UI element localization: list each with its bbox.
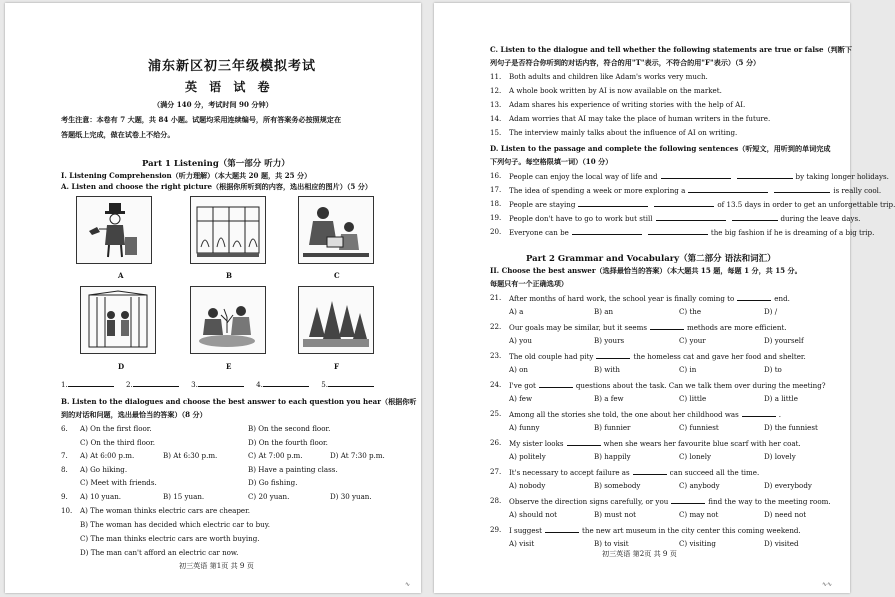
fill-blank[interactable] (661, 171, 731, 179)
score-line: （满分 140 分，考试时间 90 分钟） (153, 100, 273, 109)
fill-text-b: is really cool. (833, 186, 882, 195)
mc-option[interactable]: C) lonely (679, 452, 712, 461)
q6-option-c[interactable]: C) On the third floor. (80, 438, 155, 447)
q8-num: 8. (61, 465, 68, 474)
mc-num: 21. (490, 293, 502, 302)
answer-4-num: 4. (256, 380, 263, 389)
fill-text-b: during the leave days. (780, 214, 861, 223)
mc-option[interactable]: D) lovely (764, 452, 796, 461)
fill-text-a: People are staying (509, 200, 576, 209)
planting-children-icon (190, 286, 266, 354)
mc-stem-b: when she wears her favourite blue scarf with her coat. (603, 439, 801, 448)
section-2-heading-2: 每题只有一个正确选项） (490, 279, 569, 288)
mc-stem-a: It's necessary to accept failure as (509, 468, 630, 477)
q9-num: 9. (61, 492, 68, 501)
mc-blank[interactable] (671, 496, 705, 504)
fill-blank[interactable] (688, 185, 768, 193)
fill-text-a: Everyone can be (509, 228, 569, 237)
section-d-heading-2: 下列句子。每空格限填一词）（10 分） (490, 157, 613, 166)
mc-stem (509, 351, 806, 361)
mc-blank[interactable] (545, 525, 579, 533)
mc-blank[interactable] (737, 293, 771, 301)
mc-option[interactable]: C) in (679, 365, 697, 374)
fill-sentence (509, 213, 860, 223)
q6-option-d[interactable]: D) On the fourth floor. (248, 438, 328, 447)
mc-stem-a: Our goals may be similar, but it seems (509, 323, 647, 332)
gate-people-icon (80, 286, 156, 354)
q9-option-d[interactable]: D) 30 yuan. (330, 492, 372, 501)
tf-num: 14. (490, 114, 502, 123)
q8-option-a[interactable]: A) Go hiking. (80, 465, 128, 474)
fill-num: 17. (490, 185, 502, 194)
q7-option-d[interactable]: D) At 7:30 p.m. (330, 451, 385, 460)
answer-3-num: 3. (191, 380, 198, 389)
mc-stem-a: I've got (509, 381, 536, 390)
mc-option[interactable]: C) may not (679, 510, 719, 519)
picture-label-d: D (118, 362, 125, 371)
mc-stem (509, 525, 801, 535)
answer-5-num: 5. (321, 380, 328, 389)
mc-option[interactable]: A) nobody (509, 481, 546, 490)
q6-num: 6. (61, 424, 68, 433)
mc-stem (509, 438, 801, 448)
fill-blank[interactable] (578, 199, 648, 207)
mc-option[interactable]: A) politely (509, 452, 546, 461)
fill-num: 19. (490, 213, 502, 222)
picture-label-b: B (226, 271, 232, 280)
answer-3-blank[interactable] (198, 379, 244, 387)
fill-blank[interactable] (737, 171, 793, 179)
fill-blank[interactable] (572, 227, 642, 235)
mc-blank[interactable] (539, 380, 573, 388)
tf-statement: Adam shares his experience of writing stories with the help of AI. (509, 100, 746, 109)
q7-option-a[interactable]: A) At 6:00 p.m. (80, 451, 135, 460)
mc-stem-a: Observe the direction signs carefully, or you (509, 497, 669, 506)
mc-option[interactable]: B) funnier (594, 423, 631, 432)
fill-sentence (509, 227, 874, 237)
mc-blank[interactable] (596, 351, 630, 359)
q7-option-c[interactable]: C) At 7:00 p.m. (248, 451, 303, 460)
fill-sentence (509, 199, 895, 209)
mc-option[interactable]: B) with (594, 365, 620, 374)
mc-num: 27. (490, 467, 502, 476)
tf-num: 13. (490, 100, 502, 109)
mc-num: 29. (490, 525, 502, 534)
mc-stem-a: Among all the stories she told, the one about her childhood was (509, 410, 739, 419)
mc-stem (509, 496, 831, 506)
mc-stem (509, 322, 787, 332)
mc-stem (509, 293, 790, 303)
fill-text-b: by taking longer holidays. (795, 172, 889, 181)
mc-option[interactable]: D) everybody (764, 481, 812, 490)
section-b-heading-1: B. Listen to the dialogues and choose the best answer to each question you hear（根据你听 (61, 397, 417, 406)
mc-option[interactable]: C) anybody (679, 481, 720, 490)
mc-stem-b: end. (774, 294, 790, 303)
mc-option[interactable]: A) on (509, 365, 528, 374)
q9-option-c[interactable]: C) 20 yuan. (248, 492, 290, 501)
fill-sentence (509, 185, 881, 195)
family-reading-icon (298, 196, 374, 264)
section-2-heading-1: II. Choose the best answer（选择最恰当的答案）（本大题共 15 题，每题 1 分，共 15 分。 (490, 266, 802, 275)
answer-1-blank[interactable] (68, 379, 114, 387)
mc-option[interactable]: B) somebody (594, 481, 641, 490)
mc-stem-b: the homeless cat and gave her food and shelter. (633, 352, 806, 361)
mc-stem-a: The old couple had pity (509, 352, 594, 361)
picture-label-a: A (118, 271, 124, 280)
section-d-heading-1: D. Listen to the passage and complete the following sentences（听短文，用听到的单词完成 (490, 144, 831, 153)
fill-text-a: The idea of spending a week or more exploring a (509, 186, 686, 195)
fill-blank[interactable] (654, 199, 714, 207)
tf-num: 11. (490, 72, 502, 81)
fill-num: 18. (490, 199, 502, 208)
tf-statement: Adam worries that AI may take the place of human writers in the future. (509, 114, 771, 123)
exam-title: 浦东新区初三年级模拟考试 (148, 59, 317, 74)
fill-text-a: People can enjoy the local way of life and (509, 172, 658, 181)
part1-heading: Part 1 Listening（第一部分 听力） (142, 159, 290, 169)
fill-sentence (509, 171, 889, 181)
fill-blank[interactable] (656, 213, 726, 221)
exam-subtitle: 英 语 试 卷 (185, 80, 274, 94)
mc-option[interactable]: C) the (679, 307, 702, 316)
mc-option[interactable]: D) to (764, 365, 782, 374)
exam-page-2 (434, 3, 895, 593)
answer-blanks-row (61, 379, 374, 389)
mc-num: 23. (490, 351, 502, 360)
mc-num: 22. (490, 322, 502, 331)
section-1-heading: I. Listening Comprehension（听力理解）（本大题共 20 题，共 25 分） (61, 171, 312, 180)
tf-statement: Both adults and children like Adam's works very much. (509, 72, 708, 81)
section-c-heading-1: C. Listen to the dialogue and tell whether the following statements are true or false（判断下 (490, 45, 852, 54)
notice-line-2: 答题纸上完成，做在试卷上不给分。 (61, 130, 175, 139)
fill-text-b: the big fashion if he is dreaming of a big trip. (710, 228, 875, 237)
mc-option[interactable]: D) yourself (764, 336, 804, 345)
tf-statement: A whole book written by AI is now available on the market. (509, 86, 722, 95)
fill-text-a: People don't have to go to work but still (509, 214, 653, 223)
mc-option[interactable]: D) need not (764, 510, 807, 519)
mc-num: 28. (490, 496, 502, 505)
greenhouse-icon (190, 196, 266, 264)
mc-option[interactable]: A) funny (509, 423, 540, 432)
mc-option[interactable]: B) an (594, 307, 614, 316)
mc-option[interactable]: C) little (679, 394, 707, 403)
mc-stem-b: can succeed all the time. (669, 468, 760, 477)
fill-blank[interactable] (732, 213, 778, 221)
mc-option[interactable]: D) / (764, 307, 778, 316)
q7-num: 7. (61, 451, 68, 460)
section-b-heading-2: 到的对话和问题，选出最恰当的答案）（8 分） (61, 410, 207, 419)
forest-icon (298, 286, 374, 354)
mc-option[interactable]: A) should not (509, 510, 557, 519)
mc-blank[interactable] (633, 467, 667, 475)
mc-option[interactable]: A) few (509, 394, 533, 403)
picture-label-f: F (334, 362, 340, 371)
fill-text-b: of 13.5 days in order to get an unforgettable trip. (717, 200, 895, 209)
exam-page-1 (5, 3, 421, 593)
fill-num: 20. (490, 227, 502, 236)
q10-option-a[interactable]: A) The woman thinks electric cars are cheaper. (80, 506, 250, 515)
mc-stem (509, 467, 759, 477)
answer-4-blank[interactable] (263, 379, 309, 387)
mc-option[interactable]: C) your (679, 336, 706, 345)
mc-option[interactable]: D) visited (764, 539, 799, 548)
mc-option[interactable]: B) a few (594, 394, 624, 403)
mc-stem-b: questions about the task. Can we talk them over during the meeting? (575, 381, 826, 390)
mc-num: 26. (490, 438, 502, 447)
q7-option-b[interactable]: B) At 6:30 p.m. (163, 451, 218, 460)
q10-num: 10. (61, 506, 73, 515)
q8-option-b[interactable]: B) Have a painting class. (248, 465, 338, 474)
section-c-heading-2: 列句子是否符合你听到的对话内容，符合的用"T"表示，不符合的用"F"表示）（5 分） (490, 58, 761, 67)
mc-option[interactable]: B) must not (594, 510, 636, 519)
answer-5-blank[interactable] (328, 379, 374, 387)
notice-line-1: 考生注意：本卷有 7 大题，共 84 小题。试题均采用连续编号，所有答案务必按照规定在 (61, 115, 342, 124)
q8-option-c[interactable]: C) Meet with friends. (80, 478, 157, 487)
fill-num: 16. (490, 171, 502, 180)
section-a-heading: A. Listen and choose the right picture（根据你所听到的内容，选出相应的图片）（5 分） (61, 182, 372, 191)
mc-option[interactable]: C) funniest (679, 423, 719, 432)
mc-stem-a: I suggest (509, 526, 543, 535)
mc-blank[interactable] (742, 409, 776, 417)
mc-blank[interactable] (650, 322, 684, 330)
mc-stem (509, 409, 781, 419)
fill-blank[interactable] (774, 185, 830, 193)
mc-option[interactable]: A) you (509, 336, 532, 345)
q8-option-d[interactable]: D) Go fishing. (248, 478, 298, 487)
mc-blank[interactable] (567, 438, 601, 446)
mc-num: 25. (490, 409, 502, 418)
mc-stem-a: After months of hard work, the school year is finally coming to (509, 294, 735, 303)
mc-option[interactable]: C) visiting (679, 539, 716, 548)
mc-stem-b: . (778, 410, 782, 419)
scribble-mark-icon: ∿ (405, 581, 411, 588)
answer-1-num: 1. (61, 380, 68, 389)
mc-option[interactable]: A) visit (509, 539, 535, 548)
mc-stem-b: methods are more efficient. (686, 323, 787, 332)
tf-num: 15. (490, 128, 502, 137)
fill-blank[interactable] (648, 227, 708, 235)
q10-option-c[interactable]: C) The man thinks electric cars are worth buying. (80, 534, 260, 543)
mc-num: 24. (490, 380, 502, 389)
tf-statement: The interview mainly talks about the influence of AI on writing. (509, 128, 738, 137)
mc-option[interactable]: A) a (509, 307, 524, 316)
q9-option-b[interactable]: B) 15 yuan. (163, 492, 205, 501)
mc-option[interactable]: D) a little (764, 394, 798, 403)
picture-label-c: C (334, 271, 340, 280)
mc-stem-a: My sister looks (509, 439, 564, 448)
mc-option[interactable]: D) the funniest (764, 423, 818, 432)
q6-option-a[interactable]: A) On the first floor. (80, 424, 152, 433)
tf-num: 12. (490, 86, 502, 95)
page-footer: 初三英语 第2页 共 9 页 (602, 549, 677, 558)
magician-icon (76, 196, 152, 264)
page-footer: 初三英语 第1页 共 9 页 (179, 561, 254, 570)
mc-stem-b: find the way to the meeting room. (708, 497, 831, 506)
mc-option[interactable]: B) yours (594, 336, 625, 345)
mc-stem-b: the new art museum in the city center this coming weekend. (582, 526, 801, 535)
answer-2-blank[interactable] (133, 379, 179, 387)
q9-option-a[interactable]: A) 10 yuan. (80, 492, 122, 501)
mc-stem (509, 380, 826, 390)
q10-option-b[interactable]: B) The woman has decided which electric car to buy. (80, 520, 271, 529)
part2-heading: Part 2 Grammar and Vocabulary（第二部分 语法和词汇） (526, 254, 776, 264)
mc-option[interactable]: B) happily (594, 452, 631, 461)
scribble-mark-icon: ∿∿ (822, 581, 833, 588)
mc-option[interactable]: B) to visit (594, 539, 629, 548)
answer-2-num: 2. (126, 380, 133, 389)
q6-option-b[interactable]: B) On the second floor. (248, 424, 331, 433)
picture-label-e: E (226, 362, 232, 371)
q10-option-d[interactable]: D) The man can't afford an electric car now. (80, 548, 239, 557)
